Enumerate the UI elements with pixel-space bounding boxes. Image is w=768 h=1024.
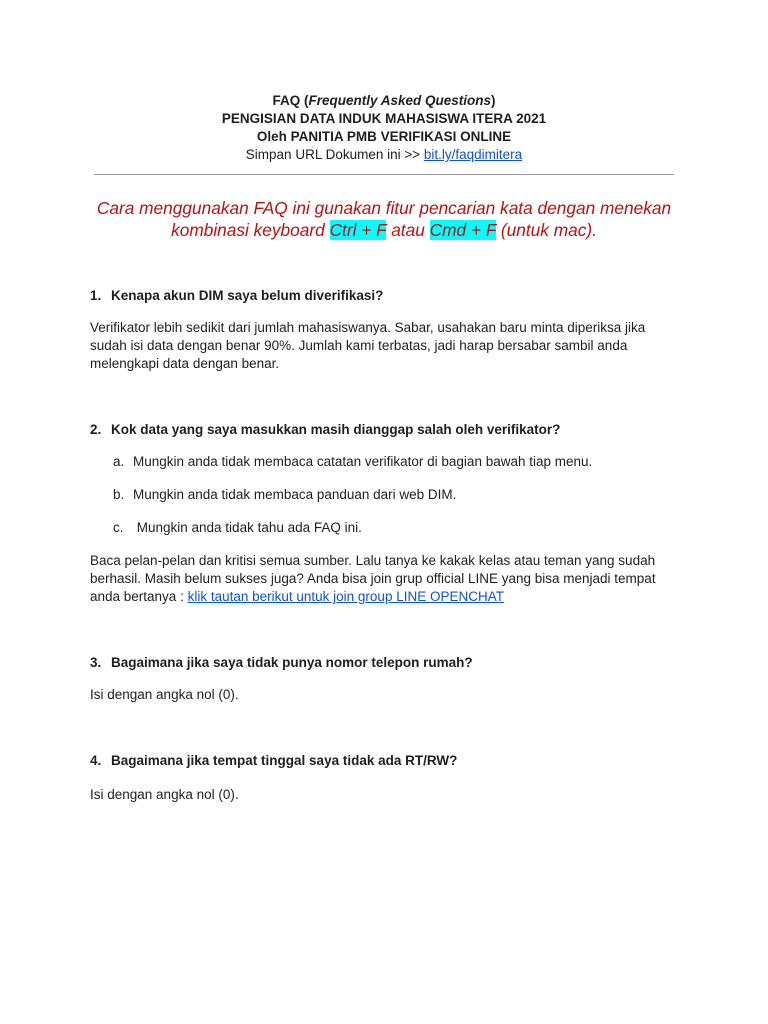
question-number: 1. [90, 288, 102, 303]
faq-answer-2 [90, 552, 680, 606]
instruction-or: atau [386, 220, 430, 240]
question-text: Bagaimana jika saya tidak punya nomor telepon rumah? [111, 655, 473, 670]
save-url-text: Simpan URL Dokumen ini >> [245, 147, 424, 162]
faq-question-2 [90, 421, 690, 439]
usage-instruction [60, 197, 708, 241]
list-text: Mungkin anda tidak membaca panduan dari web DIM. [133, 487, 457, 502]
list-marker: b. [113, 487, 125, 502]
faq-answer-4 [90, 786, 680, 804]
faq-title [0, 92, 768, 110]
answer-line: Isi dengan angka nol (0). [90, 787, 239, 802]
list-item-b [113, 486, 673, 504]
answer-line: Isi dengan angka nol (0). [90, 687, 239, 702]
question-text: Kok data yang saya masukkan masih dianggap salah oleh verifikator? [111, 422, 561, 437]
question-number: 2. [90, 422, 102, 437]
faq-title-prefix: FAQ ( [272, 93, 309, 108]
question-number: 4. [90, 753, 102, 768]
faq-title-italic: Frequently Asked Questions [308, 93, 492, 108]
list-item-c [113, 519, 673, 537]
faq-question-4 [90, 752, 690, 770]
answer-line: sudah isi data dengan benar 90%. Jumlah kami terbatas, jadi harap bersabar sambil anda [90, 338, 628, 353]
instruction-text: Cara menggunakan FAQ ini gunakan fitur pencarian kata dengan menekan kombinasi keyboard [96, 198, 672, 240]
list-item-a [113, 453, 673, 471]
list-marker: a. [113, 454, 125, 469]
answer-line-prefix: anda bertanya : [90, 589, 188, 604]
answer-line: melengkapi data dengan benar. [90, 356, 280, 371]
document-author: Oleh PANITIA PMB VERIFIKASI ONLINE [256, 129, 512, 144]
faq-question-3 [90, 654, 690, 672]
horizontal-divider [94, 174, 674, 175]
list-text: Mungkin anda tidak tahu ada FAQ ini. [133, 520, 362, 535]
list-marker: c. [113, 520, 124, 535]
list-text: Mungkin anda tidak membaca catatan verifikator di bagian bawah tiap menu. [133, 454, 593, 469]
faq-question-1 [90, 287, 690, 305]
faq-answer-3 [90, 686, 680, 704]
shortcut-ctrl-f: Ctrl + F [329, 220, 387, 240]
answer-line: Baca pelan-pelan dan kritisi semua sumber. Lalu tanya ke kakak kelas atau teman yang sudah [90, 553, 656, 568]
shortcut-cmd-f: Cmd + F [429, 220, 497, 240]
instruction-mac: (untuk mac). [496, 220, 597, 240]
faq-title-suffix: ) [491, 93, 496, 108]
document-header [0, 92, 768, 164]
answer-line [90, 588, 680, 606]
save-url-line [0, 146, 768, 164]
line-openchat-link[interactable]: klik tautan berikut untuk join group LINE OPENCHAT [187, 589, 504, 604]
document-title: PENGISIAN DATA INDUK MAHASISWA ITERA 2021 [221, 111, 547, 126]
faq-answer-1 [90, 319, 680, 373]
question-text: Bagaimana jika tempat tinggal saya tidak ada RT/RW? [111, 753, 458, 768]
answer-line: Verifikator lebih sedikit dari jumlah mahasiswanya. Sabar, usahakan baru minta diperiksa jika [90, 320, 646, 335]
short-url-link[interactable]: bit.ly/faqdimitera [423, 147, 523, 162]
question-text: Kenapa akun DIM saya belum diverifikasi? [111, 288, 384, 303]
answer-line: berhasil. Masih belum sukses juga? Anda bisa join grup official LINE yang bisa menjadi tempat [90, 571, 656, 586]
question-number: 3. [90, 655, 102, 670]
